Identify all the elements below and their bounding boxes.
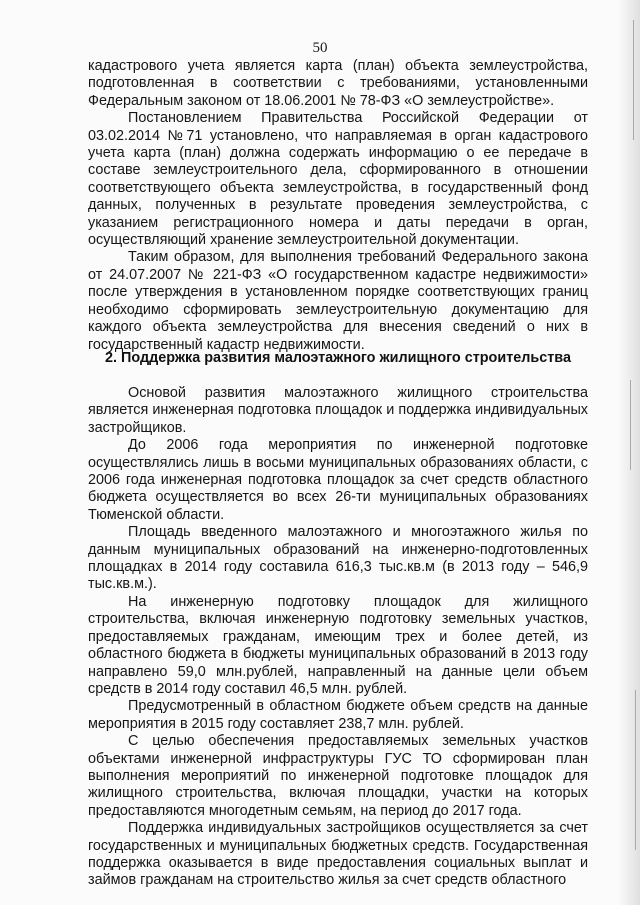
paragraph-until-2006: До 2006 года мероприятия по инженерной подготовке осуществлялись лишь в восьми муниципальных образованиях области, с 2006 года инженерная подготовка площадок за счет средств областного бюджета осуществляется во всех 26-ти муниципальных образованиях Тюменской области.: [88, 437, 588, 523]
text-block-low-rise: [88, 385, 588, 890]
scan-artifact-line: [630, 380, 631, 470]
scan-artifact-line: [633, 20, 634, 140]
page-number: 50: [312, 40, 328, 56]
paragraph-government-resolution: Постановлением Правительства Российской Федерации от 03.02.2014 №71 установлено, что направляемая в орган кадастрового учета карта (план) должна содержать информацию о ее передаче в составе землеустроительного дела, сформированного в отношении соответствующего объекта землеустройства, в государственный фонд данных, полученных в результате проведения землеустройства, с указанием регистрационного номера и даты передачи в орган, осуществляющий хранение землеустроительной документации.: [88, 110, 588, 249]
paragraph-housing-area: Площадь введенного малоэтажного и многоэтажного жилья по данным муниципальных образований на инженерно-подготовленных площадках в 2014 году составила 616,3 тыс.кв.м (в 2013 году – 546,9 тыс.кв.м.).: [88, 524, 588, 593]
paragraph-individual-builders: Поддержка индивидуальных застройщиков осуществляется за счет государственных и муниципальных бюджетных средств. Государственная поддержка оказывается в виде предоставления социальных выплат и займов гражданам на строительство жилья за счет средств областного: [88, 820, 588, 889]
scan-artifact-line: [635, 690, 636, 850]
text-block-cadastre: [88, 58, 588, 354]
paragraph-cadastral-map: кадастрового учета является карта (план) объекта землеустройства, подготовленная в соответствии с требованиями, установленными Федеральным законом от 18.06.2001 № 78-ФЗ «О землеустройстве».: [88, 58, 588, 109]
paragraph-budget-2015: Предусмотренный в областном бюджете объем средств на данные мероприятия в 2015 году составляет 238,7 млн. рублей.: [88, 698, 588, 732]
paragraph-conclusion: Таким образом, для выполнения требований Федерального закона от 24.07.2007 № 221-ФЗ «О государственном кадастре недвижимости» после утверждения в установленном порядке соответствующих границ необходимо сформировать землеустроительную документацию для каждого объекта землеустройства для внесения сведений о них в государственный кадастр недвижимости.: [88, 249, 588, 353]
paragraph-basis-of-development: Основой развития малоэтажного жилищного строительства является инженерная подготовка площадок и поддержка индивидуальных застройщиков.: [88, 385, 588, 436]
paragraph-funding-2013-2014: На инженерную подготовку площадок для жилищного строительства, включая инженерную подготовку земельных участков, предоставляемых гражданам, имеющим трех и более детей, из областного бюджета в бюджеты муниципальных образований в 2013 году направлено 59,0 млн.рублей, направленный на данные цели объем средств в 2014 году составил 46,5 млн. рублей.: [88, 593, 588, 697]
paragraph-infrastructure-plan: С целью обеспечения предоставляемых земельных участков объектами инженерной инфраструктуры ГУС ТО сформирован план выполнения мероприятий по инженерной подготовке площадок для жилищного строительства, включая площадки, участки на которых предоставляются многодетным семьям, на период до 2017 года.: [88, 733, 588, 819]
scan-edge-shadow: [618, 0, 640, 905]
section-heading: 2. Поддержка развития малоэтажного жилищного строительства: [105, 350, 571, 366]
